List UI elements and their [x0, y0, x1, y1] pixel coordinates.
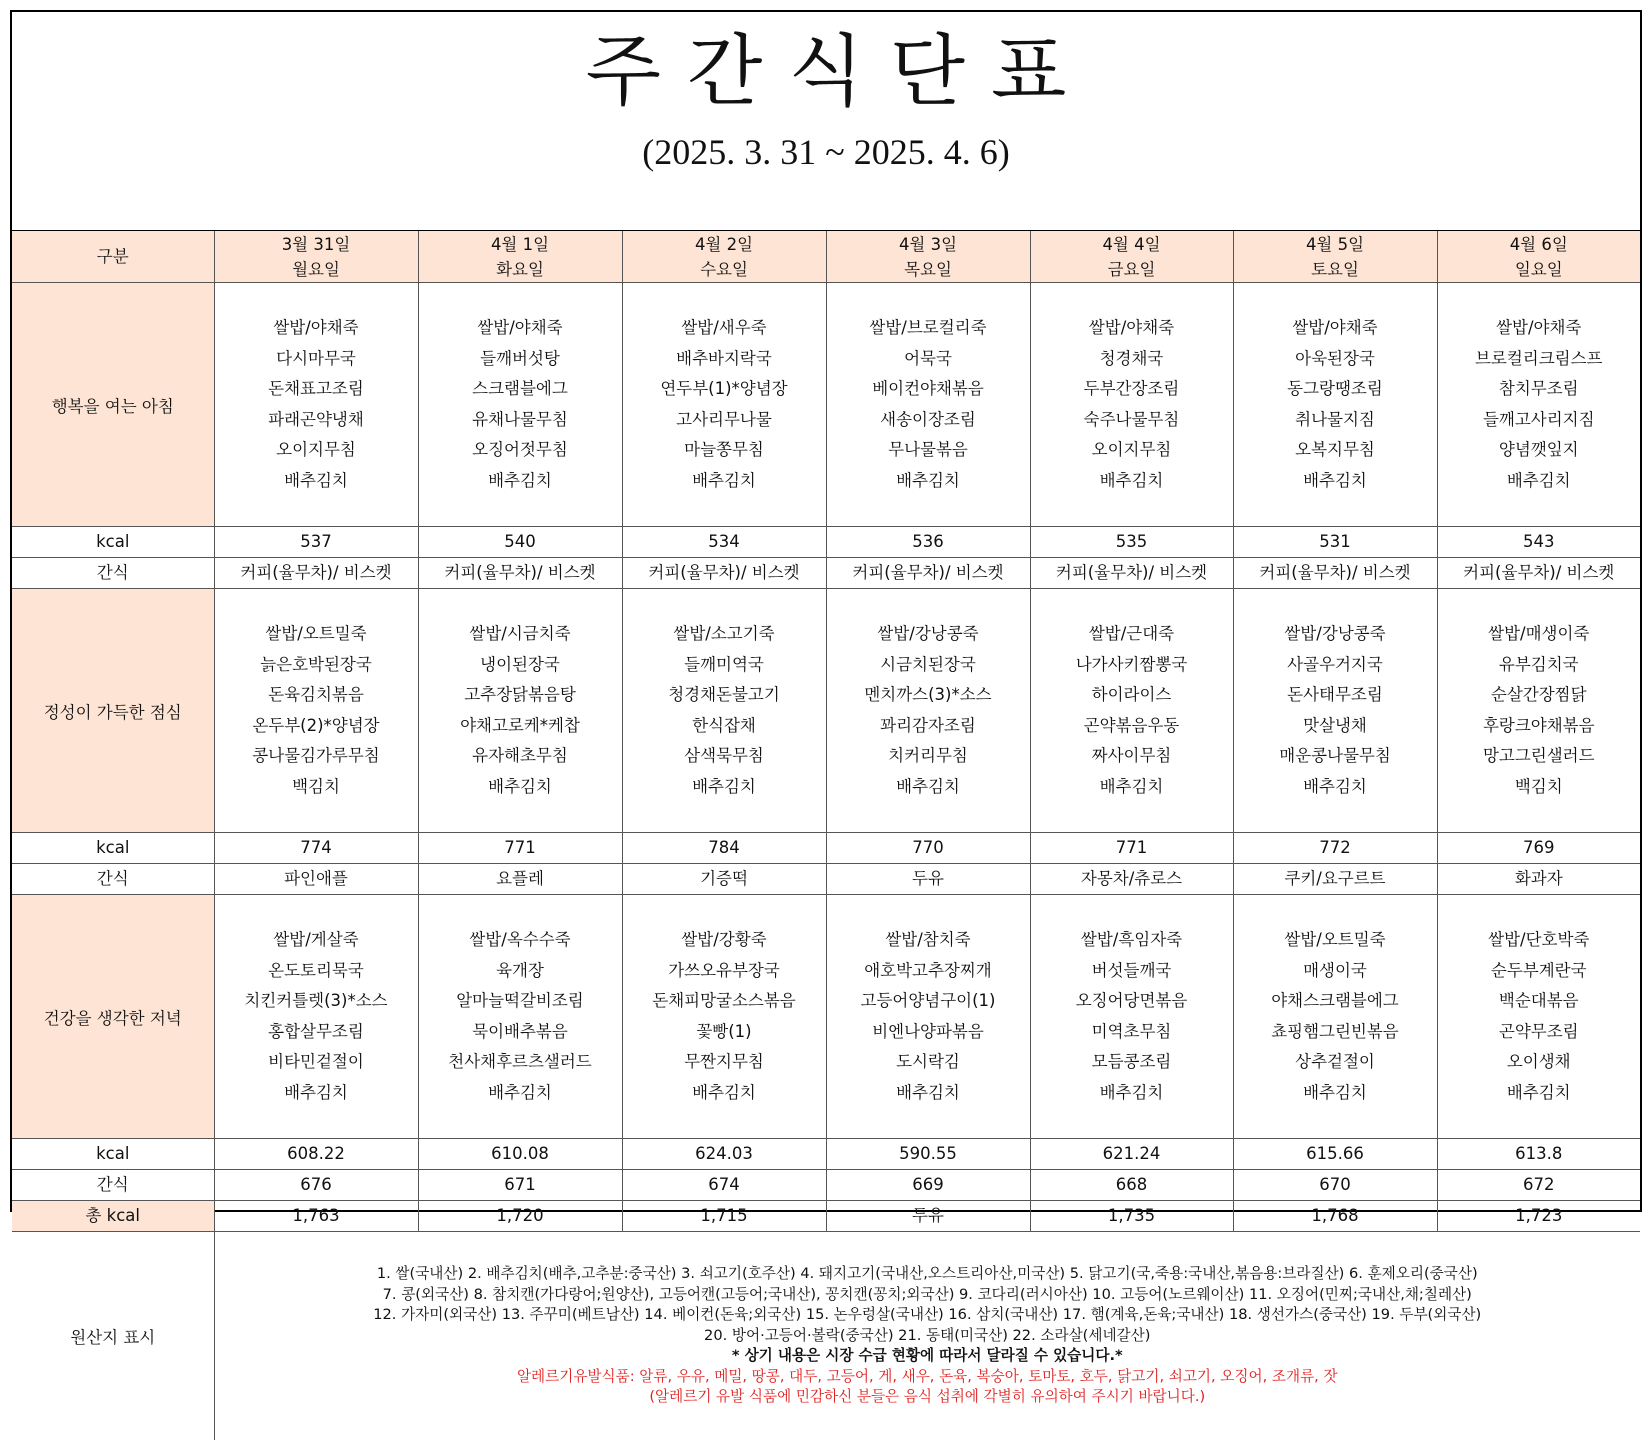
day-weekday: 토요일	[1234, 257, 1437, 282]
snack-value: 669	[826, 1170, 1030, 1201]
menu-item: 청경채돈불고기	[623, 680, 826, 711]
menu-item: 꽃빵(1)	[623, 1017, 826, 1048]
menu-table	[12, 231, 1640, 1440]
snack-value: 쿠키/요구르트	[1233, 864, 1437, 895]
menu-item: 배추김치	[215, 1078, 418, 1109]
snack-value: 화과자	[1437, 864, 1640, 895]
menu-item: 베이컨야채볶음	[827, 374, 1030, 405]
total-kcal-value: 1,768	[1233, 1201, 1437, 1232]
day-date: 4월 4일	[1031, 232, 1233, 257]
menu-item: 배추김치	[1031, 466, 1233, 497]
day-date: 4월 6일	[1438, 232, 1641, 257]
menu-item: 쌀밥/야채죽	[1438, 313, 1641, 344]
total-kcal-value: 1,763	[214, 1201, 418, 1232]
menu-item: 곤약무조림	[1438, 1017, 1641, 1048]
day-weekday: 수요일	[623, 257, 826, 282]
kcal-value: 613.8	[1437, 1139, 1640, 1170]
menu-item: 홍합살무조림	[215, 1017, 418, 1048]
kcal-value: 537	[214, 527, 418, 558]
breakfast-menu-cell	[214, 283, 418, 527]
menu-item: 나가사키짬뽕국	[1031, 650, 1233, 681]
dinner-menu-cell	[1437, 895, 1640, 1139]
menu-item: 비엔나양파볶음	[827, 1017, 1030, 1048]
lunch-menu-cell	[418, 589, 622, 833]
menu-item: 청경채국	[1031, 344, 1233, 375]
origin-cell	[214, 1232, 1640, 1440]
dinner-menu-cell	[1233, 895, 1437, 1139]
menu-item: 파래곤약냉채	[215, 405, 418, 436]
kcal-value: 590.55	[826, 1139, 1030, 1170]
menu-item: 두부간장조림	[1031, 374, 1233, 405]
menu-item: 배추김치	[1234, 1078, 1437, 1109]
menu-item: 쌀밥/오트밀죽	[215, 619, 418, 650]
menu-item: 쌀밥/근대죽	[1031, 619, 1233, 650]
menu-item: 삼색묵무침	[623, 741, 826, 772]
kcal-value: 534	[622, 527, 826, 558]
kcal-value: 774	[214, 833, 418, 864]
snack-value: 676	[214, 1170, 418, 1201]
snack-value: 커피(율무차)/ 비스켓	[1030, 558, 1233, 589]
breakfast-menu-cell	[826, 283, 1030, 527]
kcal-value: 772	[1233, 833, 1437, 864]
menu-item: 참치무조림	[1438, 374, 1641, 405]
menu-item: 순두부계란국	[1438, 956, 1641, 987]
menu-item: 미역초무침	[1031, 1017, 1233, 1048]
menu-item: 쌀밥/강낭콩죽	[1234, 619, 1437, 650]
lunch-menu-cell	[214, 589, 418, 833]
menu-item: 온두부(2)*양념장	[215, 711, 418, 742]
menu-item: 시금치된장국	[827, 650, 1030, 681]
day-weekday: 금요일	[1031, 257, 1233, 282]
kcal-value: 531	[1233, 527, 1437, 558]
dinner-menu-cell	[1030, 895, 1233, 1139]
menu-item: 쌀밥/시금치죽	[419, 619, 622, 650]
menu-item: 어묵국	[827, 344, 1030, 375]
origin-label: 원산지 표시	[12, 1232, 214, 1440]
menu-item: 취나물지짐	[1234, 405, 1437, 436]
menu-item: 매생이국	[1234, 956, 1437, 987]
menu-item: 배추김치	[1031, 1078, 1233, 1109]
menu-item: 도시락김	[827, 1047, 1030, 1078]
menu-item: 쵸핑햄그린빈볶음	[1234, 1017, 1437, 1048]
menu-item: 배추김치	[419, 772, 622, 803]
snack-value: 커피(율무차)/ 비스켓	[214, 558, 418, 589]
menu-item: 유채나물무침	[419, 405, 622, 436]
kcal-value: 771	[1030, 833, 1233, 864]
kcal-value: 615.66	[1233, 1139, 1437, 1170]
menu-item: 하이라이스	[1031, 680, 1233, 711]
day-weekday: 월요일	[215, 257, 418, 282]
snack-value: 커피(율무차)/ 비스켓	[1233, 558, 1437, 589]
menu-item: 쌀밥/옥수수죽	[419, 925, 622, 956]
snack-label: 간식	[12, 558, 214, 589]
menu-item: 돈사태무조림	[1234, 680, 1437, 711]
menu-sheet	[10, 10, 1642, 1212]
menu-item: 쌀밥/새우죽	[623, 313, 826, 344]
menu-item: 배추김치	[623, 772, 826, 803]
menu-item: 돈채피망굴소스볶음	[623, 986, 826, 1017]
menu-item: 쌀밥/단호박죽	[1438, 925, 1641, 956]
menu-item: 배추김치	[419, 466, 622, 497]
origin-row	[12, 1232, 1640, 1440]
dinner-kcal-row	[12, 1139, 1640, 1170]
origin-line: 7. 콩(외국산) 8. 참치캔(가다랑어;원양산), 고등어캔(고등어;국내산), 꽁치캔(꽁치;외국산) 9. 코다리(러시아산) 10. 고등어(노르웨이산) 11. 오징어(민찌;국내산,채;칠레산)	[219, 1285, 1637, 1306]
day-date: 4월 5일	[1234, 232, 1437, 257]
menu-item: 쌀밥/매생이죽	[1438, 619, 1641, 650]
menu-item: 백김치	[215, 772, 418, 803]
total-label: 총 kcal	[12, 1201, 214, 1232]
allergy-list: 알레르기유발식품: 알류, 우유, 메밀, 땅콩, 대두, 고등어, 게, 새우, 돈육, 복숭아, 토마토, 호두, 닭고기, 쇠고기, 오징어, 조개류, 잣	[219, 1367, 1637, 1388]
breakfast-menu-cell	[1030, 283, 1233, 527]
menu-item: 애호박고추장찌개	[827, 956, 1030, 987]
snack-value: 670	[1233, 1170, 1437, 1201]
menu-item: 오징어젓무침	[419, 435, 622, 466]
menu-item: 한식잡채	[623, 711, 826, 742]
day-weekday: 목요일	[827, 257, 1030, 282]
menu-item: 무나물볶음	[827, 435, 1030, 466]
menu-item: 곤약볶음우동	[1031, 711, 1233, 742]
menu-item: 새송이장조림	[827, 405, 1030, 436]
kcal-value: 624.03	[622, 1139, 826, 1170]
menu-item: 가쓰오유부장국	[623, 956, 826, 987]
menu-item: 쌀밥/소고기죽	[623, 619, 826, 650]
menu-item: 치커리무침	[827, 741, 1030, 772]
menu-item: 맛살냉채	[1234, 711, 1437, 742]
kcal-value: 540	[418, 527, 622, 558]
lunch-menu-cell	[622, 589, 826, 833]
snack2-row	[12, 864, 1640, 895]
page-title: 주간식단표	[12, 12, 1640, 120]
menu-item: 후랑크야채볶음	[1438, 711, 1641, 742]
menu-item: 유자해초무침	[419, 741, 622, 772]
dinner-row	[12, 895, 1640, 1139]
menu-item: 사골우거지국	[1234, 650, 1437, 681]
menu-item: 돈육김치볶음	[215, 680, 418, 711]
menu-item: 다시마무국	[215, 344, 418, 375]
menu-item: 천사채후르츠샐러드	[419, 1047, 622, 1078]
menu-item: 돈채표고조림	[215, 374, 418, 405]
kcal-value: 621.24	[1030, 1139, 1233, 1170]
breakfast-kcal-row	[12, 527, 1640, 558]
menu-item: 배추김치	[623, 1078, 826, 1109]
snack-value: 672	[1437, 1170, 1640, 1201]
breakfast-row	[12, 283, 1640, 527]
snack-value: 668	[1030, 1170, 1233, 1201]
dinner-menu-cell	[214, 895, 418, 1139]
day-header	[1233, 231, 1437, 283]
origin-line: 1. 쌀(국내산) 2. 배추김치(배추,고추분:중국산) 3. 쇠고기(호주산) 4. 돼지고기(국내산,오스트리아산,미국산) 5. 닭고기(국,죽용:국내산,볶음용:브라질산) 6. 훈제오리(중국산)	[219, 1264, 1637, 1285]
total-kcal-value: 1,715	[622, 1201, 826, 1232]
breakfast-menu-cell	[1233, 283, 1437, 527]
date-range: (2025. 3. 31 ~ 2025. 4. 6)	[12, 130, 1640, 174]
menu-item: 배추김치	[1438, 1078, 1641, 1109]
total-kcal-value: 두유	[826, 1201, 1030, 1232]
menu-item: 고추장닭볶음탕	[419, 680, 622, 711]
day-weekday: 화요일	[419, 257, 622, 282]
menu-item: 고사리무나물	[623, 405, 826, 436]
snack-value: 기증떡	[622, 864, 826, 895]
kcal-value: 536	[826, 527, 1030, 558]
menu-item: 쌀밥/오트밀죽	[1234, 925, 1437, 956]
lunch-menu-cell	[826, 589, 1030, 833]
menu-item: 동그랑땡조림	[1234, 374, 1437, 405]
day-date: 4월 3일	[827, 232, 1030, 257]
total-kcal-value: 1,720	[418, 1201, 622, 1232]
kcal-value: 770	[826, 833, 1030, 864]
menu-item: 꽈리감자조림	[827, 711, 1030, 742]
kcal-value: 535	[1030, 527, 1233, 558]
menu-item: 오이지무침	[215, 435, 418, 466]
menu-item: 배추김치	[827, 772, 1030, 803]
menu-item: 들깨버섯탕	[419, 344, 622, 375]
snack3-row	[12, 1170, 1640, 1201]
title-block	[12, 12, 1640, 231]
menu-item: 배추바지락국	[623, 344, 826, 375]
menu-item: 쌀밥/흑임자죽	[1031, 925, 1233, 956]
dinner-menu-cell	[826, 895, 1030, 1139]
kcal-value: 784	[622, 833, 826, 864]
category-label: 구분	[12, 231, 214, 283]
breakfast-menu-cell	[622, 283, 826, 527]
kcal-label: kcal	[12, 527, 214, 558]
menu-item: 오이지무침	[1031, 435, 1233, 466]
menu-item: 짜사이무침	[1031, 741, 1233, 772]
origin-line: 20. 방어·고등어·볼락(중국산) 21. 동태(미국산) 22. 소라살(세네갈산)	[219, 1326, 1637, 1347]
menu-item: 유부김치국	[1438, 650, 1641, 681]
snack-value: 671	[418, 1170, 622, 1201]
day-header	[1030, 231, 1233, 283]
menu-item: 배추김치	[1234, 466, 1437, 497]
day-weekday: 일요일	[1438, 257, 1641, 282]
menu-item: 쌀밥/브로컬리죽	[827, 313, 1030, 344]
total-kcal-value: 1,735	[1030, 1201, 1233, 1232]
menu-item: 망고그린샐러드	[1438, 741, 1641, 772]
menu-item: 배추김치	[623, 466, 826, 497]
menu-item: 배추김치	[1031, 772, 1233, 803]
menu-item: 쌀밥/강황죽	[623, 925, 826, 956]
snack-value: 674	[622, 1170, 826, 1201]
kcal-value: 608.22	[214, 1139, 418, 1170]
menu-item: 양념깻잎지	[1438, 435, 1641, 466]
menu-item: 숙주나물무침	[1031, 405, 1233, 436]
snack-value: 커피(율무차)/ 비스켓	[622, 558, 826, 589]
total-kcal-value: 1,723	[1437, 1201, 1640, 1232]
day-date: 3월 31일	[215, 232, 418, 257]
lunch-row	[12, 589, 1640, 833]
menu-item: 육개장	[419, 956, 622, 987]
menu-item: 배추김치	[215, 466, 418, 497]
menu-item: 들깨고사리지짐	[1438, 405, 1641, 436]
menu-item: 연두부(1)*양념장	[623, 374, 826, 405]
day-date: 4월 1일	[419, 232, 622, 257]
menu-item: 모듬콩조림	[1031, 1047, 1233, 1078]
lunch-menu-cell	[1030, 589, 1233, 833]
origin-notice: * 상기 내용은 시장 수급 현황에 따라서 달라질 수 있습니다.*	[219, 1346, 1637, 1367]
menu-item: 브로컬리크림스프	[1438, 344, 1641, 375]
kcal-label: kcal	[12, 1139, 214, 1170]
menu-item: 치킨커틀렛(3)*소스	[215, 986, 418, 1017]
snack-label: 간식	[12, 864, 214, 895]
menu-item: 무짠지무침	[623, 1047, 826, 1078]
menu-item: 멘치까스(3)*소스	[827, 680, 1030, 711]
snack-value: 두유	[826, 864, 1030, 895]
day-header	[214, 231, 418, 283]
menu-item: 쌀밥/야채죽	[215, 313, 418, 344]
menu-item: 순살간장찜닭	[1438, 680, 1641, 711]
dinner-menu-cell	[418, 895, 622, 1139]
menu-item: 비타민겉절이	[215, 1047, 418, 1078]
menu-item: 배추김치	[1234, 772, 1437, 803]
menu-item: 매운콩나물무침	[1234, 741, 1437, 772]
breakfast-label: 행복을 여는 아침	[12, 283, 214, 527]
kcal-value: 769	[1437, 833, 1640, 864]
lunch-kcal-row	[12, 833, 1640, 864]
menu-item: 야채스크램블에그	[1234, 986, 1437, 1017]
menu-item: 고등어양념구이(1)	[827, 986, 1030, 1017]
allergy-note: (알레르기 유발 식품에 민감하신 분들은 음식 섭취에 각별히 유의하여 주시기 바랍니다.)	[219, 1387, 1637, 1408]
snack-value: 커피(율무차)/ 비스켓	[418, 558, 622, 589]
lunch-menu-cell	[1437, 589, 1640, 833]
menu-item: 알마늘떡갈비조림	[419, 986, 622, 1017]
menu-item: 온도토리묵국	[215, 956, 418, 987]
day-header	[418, 231, 622, 283]
menu-item: 냉이된장국	[419, 650, 622, 681]
menu-item: 버섯들깨국	[1031, 956, 1233, 987]
menu-item: 쌀밥/야채죽	[419, 313, 622, 344]
menu-item: 쌀밥/강낭콩죽	[827, 619, 1030, 650]
day-header	[826, 231, 1030, 283]
breakfast-menu-cell	[1437, 283, 1640, 527]
day-date: 4월 2일	[623, 232, 826, 257]
menu-item: 백순대볶음	[1438, 986, 1641, 1017]
kcal-value: 543	[1437, 527, 1640, 558]
menu-item: 쌀밥/참치죽	[827, 925, 1030, 956]
menu-item: 백김치	[1438, 772, 1641, 803]
origin-line: 12. 가자미(외국산) 13. 주꾸미(베트남산) 14. 베이컨(돈육;외국산) 15. 논우렁살(국내산) 16. 삼치(국내산) 17. 햄(계육,돈육;국내산) 18. 생선가스(중국산) 19. 두부(외국산)	[219, 1305, 1637, 1326]
day-header	[1437, 231, 1640, 283]
menu-item: 오징어당면볶음	[1031, 986, 1233, 1017]
breakfast-menu-cell	[418, 283, 622, 527]
snack-value: 커피(율무차)/ 비스켓	[1437, 558, 1640, 589]
lunch-menu-cell	[1233, 589, 1437, 833]
menu-item: 늙은호박된장국	[215, 650, 418, 681]
menu-item: 콩나물김가루무침	[215, 741, 418, 772]
menu-item: 배추김치	[1438, 466, 1641, 497]
menu-item: 쌀밥/게살죽	[215, 925, 418, 956]
menu-item: 배추김치	[827, 466, 1030, 497]
total-kcal-row	[12, 1201, 1640, 1232]
menu-item: 야채고로케*케찹	[419, 711, 622, 742]
menu-item: 들깨미역국	[623, 650, 826, 681]
lunch-label: 정성이 가득한 점심	[12, 589, 214, 833]
menu-item: 배추김치	[827, 1078, 1030, 1109]
snack-value: 자몽차/츄로스	[1030, 864, 1233, 895]
snack-value: 커피(율무차)/ 비스켓	[826, 558, 1030, 589]
snack1-row	[12, 558, 1640, 589]
menu-item: 오복지무침	[1234, 435, 1437, 466]
menu-item: 아욱된장국	[1234, 344, 1437, 375]
header-row	[12, 231, 1640, 283]
menu-item: 묵이배추볶음	[419, 1017, 622, 1048]
kcal-value: 610.08	[418, 1139, 622, 1170]
snack-value: 파인애플	[214, 864, 418, 895]
snack-value: 요플레	[418, 864, 622, 895]
kcal-value: 771	[418, 833, 622, 864]
menu-item: 상추겉절이	[1234, 1047, 1437, 1078]
day-header	[622, 231, 826, 283]
dinner-label: 건강을 생각한 저녁	[12, 895, 214, 1139]
dinner-menu-cell	[622, 895, 826, 1139]
menu-item: 쌀밥/야채죽	[1234, 313, 1437, 344]
menu-item: 쌀밥/야채죽	[1031, 313, 1233, 344]
menu-item: 배추김치	[419, 1078, 622, 1109]
menu-item: 마늘쫑무침	[623, 435, 826, 466]
menu-item: 스크램블에그	[419, 374, 622, 405]
snack-label: 간식	[12, 1170, 214, 1201]
menu-item: 오이생채	[1438, 1047, 1641, 1078]
kcal-label: kcal	[12, 833, 214, 864]
